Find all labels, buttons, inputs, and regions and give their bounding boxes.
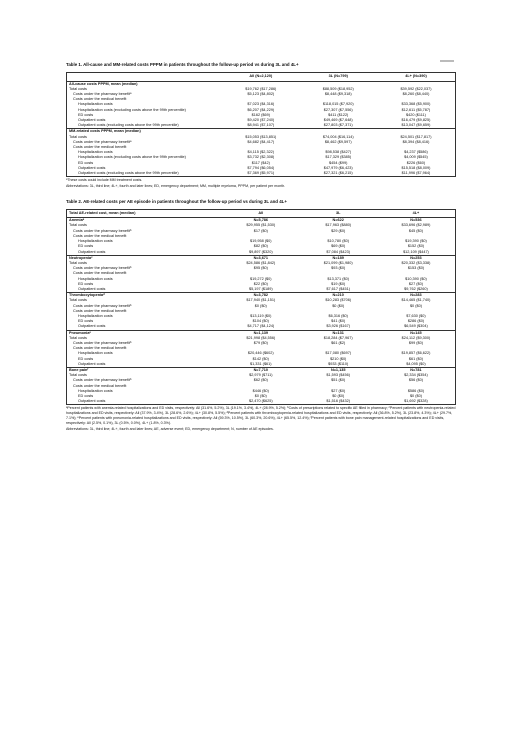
row-label: Hospitalization costs (excluding costs above the 99th percentile): [78, 107, 186, 112]
row-value: $18,284 ($7,967): [323, 335, 353, 340]
row-label: Hospitalization costs: [78, 150, 113, 155]
row-label: Outpatient costs: [78, 324, 106, 329]
row-value: $1,593 ($456): [326, 373, 351, 378]
group-name: Neutropeniaᶜ: [67, 255, 223, 261]
group-count: N=210: [300, 293, 377, 299]
row-value: $1,331 ($61): [250, 361, 272, 366]
row-value: $104 ($0): [252, 319, 269, 324]
row-value: $17,963 ($880): [325, 223, 352, 228]
table2-column-header: All: [222, 210, 299, 218]
row-value: $27 ($0): [331, 388, 346, 393]
row-value: $226 ($60): [406, 160, 426, 165]
row-value: $13,119 ($0): [250, 313, 272, 318]
row-label: Outpatient costs: [78, 399, 106, 404]
row-value: $12,109 ($447): [403, 249, 429, 254]
row-value: $286 ($0): [407, 319, 425, 324]
row-value: $62 ($0): [253, 378, 268, 383]
row-value: $69 ($0): [331, 244, 346, 249]
row-value: $19,762 ($17,286): [245, 86, 277, 91]
row-label: ED costs: [78, 319, 94, 324]
row-value: $15,053 ($13,851): [245, 134, 277, 139]
row-label: Costs under the pharmacy benefitᵇ: [73, 228, 132, 233]
row-label: Hospitalization costs: [78, 102, 113, 107]
table1-column-header: All (N=2,120): [222, 73, 299, 81]
row-value: $5,197 ($189): [248, 286, 273, 291]
row-label: Outpatient costs (excluding costs above the 99th percentile): [78, 171, 179, 176]
row-value: $933 ($110): [328, 361, 349, 366]
row-value: $454 ($99): [329, 160, 348, 165]
table2-column-header: 4L+: [377, 210, 456, 218]
group-count: N=622: [300, 218, 377, 224]
row-value: $0 ($0): [254, 303, 267, 308]
row-value: $74,004 ($16,114): [322, 134, 354, 139]
group-count: N=283: [377, 293, 456, 299]
row-value: $8,462 ($9,597): [324, 139, 352, 144]
row-value: $17,080 ($697): [325, 351, 352, 356]
group-name: Pneumoniaᵉ: [67, 330, 223, 336]
row-value: $2,470 ($625): [248, 399, 273, 404]
row-value: $4,095 ($0): [406, 361, 426, 366]
row-value: $14,465 ($1,740): [401, 298, 431, 303]
table2: [66, 209, 456, 405]
group-name: Thrombocytopeniaᵈ: [67, 293, 223, 299]
row-value: $39,592 ($22,037): [400, 86, 432, 91]
group-count: N=145: [377, 330, 456, 336]
row-value: $3,926 ($167): [326, 324, 351, 329]
row-value: $22 ($0): [253, 281, 268, 286]
row-value: $4,682 ($4,417): [247, 139, 275, 144]
row-value: $98,538 ($427): [325, 150, 352, 155]
row-value: $7,794 ($6,054): [247, 165, 275, 170]
row-label: Outpatient costs: [78, 118, 106, 123]
row-label: Costs under the medical benefit: [73, 233, 127, 238]
row-value: $19,857 ($6,622): [401, 351, 431, 356]
row-label: Hospitalization costs: [78, 351, 113, 356]
row-value: $8,448 ($9,318): [324, 92, 352, 97]
table1-footnote: ᵃThese costs could include MM treatment costs.: [66, 178, 143, 183]
group-count: N=7,710: [222, 367, 299, 373]
group-count: N=1,135: [300, 367, 377, 373]
row-label: Total costs: [69, 335, 87, 340]
row-value: $33,368 ($5,900): [401, 102, 431, 107]
row-value: $9,762 ($260): [404, 286, 428, 291]
row-label: Outpatient costs: [78, 165, 106, 170]
group-count: N=536: [377, 218, 456, 224]
table1-column-header: [67, 73, 223, 81]
row-label: Total costs: [69, 223, 87, 228]
row-value: $56 ($0): [408, 378, 424, 383]
table1-section-title: All-cause costs PPPM, mean (median): [69, 81, 138, 86]
row-value: $153 ($0): [407, 266, 425, 271]
row-value: $33,696 ($2,989): [401, 223, 431, 228]
row-value: $10,283 ($706): [325, 298, 352, 303]
table2-footnote: ᵃPercent patients with anemia-related hospitalizations and ED visits, respectively: All (31.6%, 5.2%), 3L (19.1%, 3.4%), 4L+ (28.9%, 5.2%); ᵇCosts of prescriptions related to specific AE filled in pharmacy; ᶜPercent patients with neutropenia-related hospitalizations and ED visits, respectively: All (37.9%, 3.4%), 3L (28.6%, 2.6%); 4L+ (30.8%, 5.5%); ᵈPercent patients with thrombocytopenia-related hospitalizations and ED visits, respectively: All (36.8%, 5.2%), 3L (23.8%, 4.3%); 4L+ (29.7%, 7.1%); ᵉPercent patients with pneumonia-related hospitalizations and ED visits, respectively: All (59.3%, 10.5%), 3L (60.3%, 20.6%), 4L+ (65.5%, 12.4%); ᶠPercent patients with bone pain management-related hospitalizations and ED visits, respectively: All (2.5%, 0.1%), 3L (0.5%, 0.0%), 4L+ (1.8%, 0.3%).: [66, 406, 456, 425]
row-value: $3,732 ($2,308): [247, 155, 275, 160]
row-label: Costs under the medical benefit: [73, 383, 127, 388]
group-count: N=253: [377, 255, 456, 261]
row-label: Costs under the medical benefit: [73, 97, 127, 102]
row-value: $6,316 ($0): [328, 313, 348, 318]
row-value: $17,940 ($1,151): [246, 298, 276, 303]
group-count: N=5,786: [222, 218, 299, 224]
table2-caption: Table 2. AE-related costs per AE episode in patients throughout the follow-up period vs during 3L and 4L+: [66, 198, 287, 204]
row-label: Hospitalization costs (excluding costs above the 99th percentile): [78, 155, 186, 160]
row-value: $4,115 ($2,322): [247, 150, 275, 155]
row-value: $93 ($0): [331, 266, 346, 271]
row-value: $45 ($0): [408, 228, 424, 233]
row-label: Costs under the medical benefit: [73, 271, 127, 276]
row-value: $0 ($0): [409, 393, 422, 398]
row-value: $4,237 ($586): [404, 150, 428, 155]
row-value: $8,260 ($8,440): [402, 92, 430, 97]
group-count: N=1,139: [222, 330, 299, 336]
table1-header-row: [67, 73, 456, 81]
row-value: $27,803 ($7,371): [323, 123, 353, 128]
row-value: $16,479 ($9,825): [401, 118, 431, 123]
row-label: Costs under the pharmacy benefitᵃ: [73, 139, 132, 144]
row-value: $7,084 ($423): [326, 249, 351, 254]
table2-abbreviations: Abbreviations: 3L, third line; 4L+, fourth and later lines; AE, adverse event; ED, emergency department; N, number of AE episodes.: [66, 426, 274, 431]
row-value: $5,123 ($4,802): [247, 92, 275, 97]
row-label: Total costs: [69, 260, 87, 265]
row-label: Hospitalization costs: [78, 276, 113, 281]
table1-column-header: 4L+ (N=390): [377, 73, 456, 81]
row-value: $27,321 ($6,215): [323, 171, 353, 176]
row-value: $0 ($0): [332, 393, 345, 398]
row-value: $4,717 ($4,124): [247, 324, 275, 329]
row-value: $6,549 ($304): [404, 324, 428, 329]
row-value: $1,516 ($432): [326, 399, 351, 404]
row-value: $586 ($0): [407, 388, 425, 393]
row-value: $17,329 ($385): [325, 155, 352, 160]
row-value: $27 ($0): [408, 281, 424, 286]
table1-section-title: MM-related costs PPPM, mean (median): [67, 129, 456, 135]
row-label: ED costs: [78, 281, 94, 286]
row-value: $420 ($111): [406, 112, 426, 117]
table1: [66, 72, 456, 177]
row-value: $1,692 ($328): [404, 399, 428, 404]
row-value: $20,446 ($602): [247, 351, 274, 356]
row-value: $17 ($0): [253, 228, 268, 233]
row-label: Outpatient costs: [78, 361, 106, 366]
row-value: $411 ($122): [328, 112, 349, 117]
group-name: Anemiaᵃ: [67, 218, 223, 224]
row-value: $20,332 ($3,338): [401, 260, 431, 265]
table-row: [67, 399, 456, 405]
group-count: N=131: [300, 330, 377, 336]
row-value: $2,979 ($711): [249, 373, 273, 378]
row-value: $19,390 ($0): [405, 239, 427, 244]
row-value: $61 ($2): [331, 340, 346, 345]
row-value: $21,099 ($1,980): [323, 260, 353, 265]
row-label: ED costs: [78, 244, 94, 249]
row-value: $4,009 ($545): [404, 155, 428, 160]
document-page: [66, 56, 456, 431]
row-label: ED costs: [78, 393, 94, 398]
row-label: ED costs: [78, 160, 94, 165]
row-value: $117 ($42): [251, 160, 270, 165]
group-count: N=781: [377, 367, 456, 373]
row-value: $9,897 ($320): [248, 249, 273, 254]
row-label: Costs under the pharmacy benefitᵇ: [73, 378, 132, 383]
row-label: ED costs: [78, 356, 94, 361]
row-value: $7,617 ($451): [326, 286, 351, 291]
row-value: $88,509 ($18,952): [322, 86, 354, 91]
group-count: N=3,782: [222, 293, 299, 299]
row-value: $95 ($0): [253, 266, 268, 271]
row-label: Total costs: [69, 86, 87, 91]
row-value: $82 ($0): [253, 244, 268, 249]
row-value: $142 ($0): [252, 356, 269, 361]
row-value: $8,941 ($7,107): [247, 123, 275, 128]
row-value: $118,015 ($7,920): [322, 102, 354, 107]
row-value: $99 ($0): [408, 340, 424, 345]
row-value: $10,780 ($0): [327, 239, 349, 244]
row-label: Hospitalization costs: [78, 239, 113, 244]
row-label: Costs under the medical benefit: [73, 308, 127, 313]
table2-column-header: 3L: [300, 210, 377, 218]
group-name: Bone painᶠ: [67, 367, 223, 373]
row-value: $24,501 ($17,817): [400, 134, 432, 139]
row-value: $49,469 ($7,648): [323, 118, 353, 123]
row-value: $11,996 ($7,964): [401, 171, 431, 176]
row-value: $47,979 ($6,423): [323, 165, 353, 170]
row-value: $7,630 ($0): [406, 313, 426, 318]
table-row: [67, 171, 456, 177]
row-value: $0 ($0): [409, 303, 422, 308]
row-label: Costs under the pharmacy benefitᵇ: [73, 303, 132, 308]
row-value: $15,518 ($8,009): [401, 165, 431, 170]
row-value: $8,394 ($8,416): [402, 139, 430, 144]
row-value: $41 ($0): [331, 319, 346, 324]
row-label: Outpatient costs: [78, 249, 106, 254]
row-value: $21,998 ($4,556): [246, 335, 276, 340]
row-value: $27,307 ($7,556): [323, 107, 353, 112]
row-value: $79 ($0): [253, 340, 268, 345]
table1-caption: Table 1. All-cause and MM-related costs PPPM in patients throughout the follow-up period vs during 3L and 4L+: [66, 62, 299, 67]
row-value: $29,955 ($1,530): [246, 223, 276, 228]
row-label: Total costs: [69, 134, 87, 139]
row-value: $51 ($0): [331, 378, 346, 383]
table2-column-header: Total AE-related cost, mean (median): [67, 210, 223, 218]
row-value: $24,112 ($9,300): [401, 335, 431, 340]
row-label: Costs under the pharmacy benefitᵃ: [73, 92, 132, 97]
row-value: $19,272 ($0): [250, 276, 272, 281]
row-label: Outpatient costs: [78, 286, 106, 291]
row-value: $9,420 ($7,240): [247, 118, 275, 123]
row-label: Costs under the pharmacy benefitᵇ: [73, 340, 132, 345]
row-label: Total costs: [69, 373, 87, 378]
row-label: Costs under the pharmacy benefitᵇ: [73, 266, 132, 271]
row-value: $61 ($0): [408, 356, 424, 361]
row-value: $13,047 ($9,659): [401, 123, 431, 128]
row-value: $24,586 ($1,842): [246, 260, 276, 265]
row-value: $446 ($0): [252, 388, 269, 393]
row-value: $210 ($0): [330, 356, 347, 361]
row-label: Outpatient costs (excluding costs above the 99th percentile): [78, 123, 179, 128]
row-value: $152 ($0): [407, 244, 425, 249]
group-count: N=189: [300, 255, 377, 261]
row-label: Hospitalization costs: [78, 313, 113, 318]
row-label: Costs under the medical benefit: [73, 346, 127, 351]
row-value: $13,371 ($0): [327, 276, 349, 281]
row-label: Costs under the medical benefit: [73, 145, 127, 150]
row-label: Total costs: [69, 298, 87, 303]
row-value: $19,958 ($0): [250, 239, 272, 244]
row-value: $0 ($0): [332, 303, 345, 308]
row-value: $29 ($0): [331, 228, 346, 233]
row-value: $10,390 ($0): [405, 276, 427, 281]
group-count: N=3,671: [222, 255, 299, 261]
row-value: $7,023 ($4,316): [247, 102, 275, 107]
table2-header-row: [67, 210, 456, 218]
row-value: $2,334 ($354): [404, 373, 428, 378]
row-value: $0 ($0): [254, 393, 267, 398]
row-value: $12,611 ($5,787): [401, 107, 431, 112]
row-value: $162 ($69): [251, 112, 270, 117]
row-value: $7,369 ($5,971): [247, 171, 275, 176]
row-value: $19 ($0): [331, 281, 346, 286]
table1-abbreviations: Abbreviations: 3L, third line; 4L+, fourth and later lines; ED, emergency department; MM, multiple myeloma, PPPM, per patient per month.: [66, 184, 286, 189]
table1-column-header: 3L (N=799): [300, 73, 377, 81]
row-label: ED costs: [78, 112, 94, 117]
row-value: $6,207 ($4,229): [247, 107, 275, 112]
row-label: Hospitalization costs: [78, 388, 113, 393]
